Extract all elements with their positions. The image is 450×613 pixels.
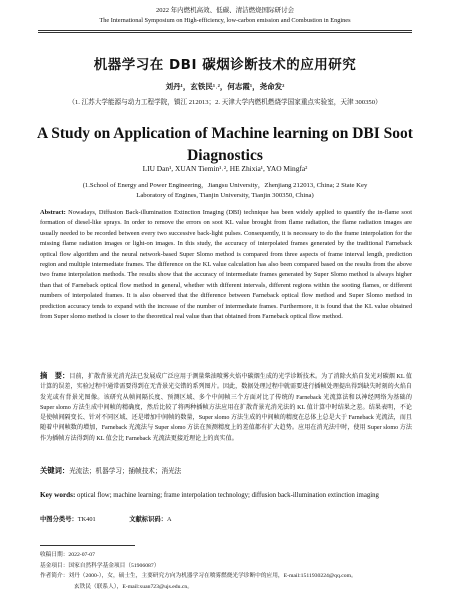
chinese-abstract-label: 摘 要： bbox=[40, 371, 70, 380]
english-affiliation: (1.School of Energy and Power Engineering，Jiangsu University，Zhenjiang 212013, China; 2 State Key Laboratory of Engines, Tianjin University, Tianjin 300350, China) bbox=[82, 182, 368, 199]
doc-value: A bbox=[166, 516, 172, 523]
chinese-keywords-label: 关键词： bbox=[40, 466, 70, 475]
abstract-text: Nowadays, Diffusion Back-illumination Extinction Imaging (DBI) technique has been widely applied to quantify the in-flame soot formation of diesel-like sprays. In order to remove the errors on soot KL value brought from flame radiation, the flame radiation images are usually needed to be recorded between every two successive back-light pulses. Consequently, it is necessary to do the frame interpolation for the missing flame radiation images or light-on images. In this study, the accuracy of interpolated frames generated by the traditional Farneback optical flow algorithm and the neural network-based Super Slomo method is compared from three aspects of frame interval length, prediction region and multiple intermediate frames. The difference on the KL value calculation has also been compared based on the results from the above two frame interpolation methods. The results show that the accuracy of intermediate frames generated by Super Slomo method is always higher than that of Farneback optical flow method in general, whether with different intervals, different regions within the sooting flames, or different numbers of interpolated frames. It is also observed that the difference between Farneback optical flow method and Super Slomo method in prediction accuracy tends to expand with the increase of the number of intermediate frames. Furthermore, it is found that the KL value obtained from Super slomo method is closer to the theoretical real value than that obtained from Farneback optical flow method. bbox=[40, 209, 412, 321]
english-authors: LIU Dan¹, XUAN Tiemin¹˒², HE Zhixia¹, YAO Mingfa² bbox=[142, 164, 308, 173]
english-abstract bbox=[40, 208, 412, 322]
english-keywords-label: Key words: bbox=[40, 491, 76, 499]
clc-label: 中图分类号： bbox=[40, 516, 78, 523]
chinese-title: 机器学习在 DBI 碳烟诊断技术的应用研究 bbox=[93, 57, 357, 73]
classification-codes bbox=[40, 514, 412, 523]
header-chinese: 2022 年内燃机高效、低碳、清洁燃烧国际研讨会 bbox=[155, 7, 295, 14]
chinese-abstract bbox=[40, 371, 412, 444]
conference-header bbox=[40, 6, 410, 26]
header-rule bbox=[38, 30, 412, 31]
chinese-authors: 刘丹¹，玄铁民¹˒²，何志霞¹，尧命发² bbox=[165, 82, 285, 91]
received-date: 收稿日期：2022-07-07 bbox=[40, 552, 95, 558]
footnotes bbox=[40, 550, 415, 592]
doc-label: 文献标识码： bbox=[129, 516, 167, 523]
english-keywords-text: optical flow; machine learning; frame interpolation technology; diffusion back-illumination extinction imaging bbox=[77, 492, 379, 499]
fund-project: 基金项目：国家自然科学基金项目（51906087） bbox=[40, 562, 160, 569]
footnote-rule bbox=[40, 545, 135, 546]
document-code bbox=[129, 514, 171, 523]
clc-value: TK401 bbox=[77, 516, 96, 523]
clc-code bbox=[40, 514, 96, 523]
header-english: The International Symposium on High-efficiency, low-carbon emission and Combustion in Engines bbox=[99, 17, 351, 24]
header-rule-2 bbox=[38, 32, 412, 33]
english-keywords bbox=[40, 490, 412, 501]
abstract-label: Abstract: bbox=[40, 209, 66, 216]
chinese-keywords bbox=[40, 465, 412, 476]
corresponding-author: 玄铁民（联系人），E-mail:xuan723@ujs.edu.cn。 bbox=[74, 583, 193, 590]
chinese-affiliation: （1. 江苏大学能源与动力工程学院，镇江 212013；2. 天津大学内燃机燃烧学国家重点实验室，天津 300350） bbox=[68, 99, 382, 106]
chinese-abstract-text: 目前，扩散背景光消光法已发展成广泛应用于测量柴油喷雾火焰中碳烟生成的光学诊断技术。为了消除火焰自发光对碳烟 KL 值计算的误差，实验过程中通常需要得到在无背景光交错的系列图片。因此，数据处理过程中就需要进行插帧处理提出得到缺失时刻的火焰自发光或有背景光图像。该研究从帧间隔长度、预测区域、多个中间帧三个方面对比了传统的 Farneback 光流算法和以神经网络为基础的 Super slomo 方法生成中间帧的精确度，然后比较了将两种插帧方法应用在扩散背景光消光法的 KL 值计算中时结果之差。结果表明，不论是使帧间隔变长、针对不同区域、还是增加中间帧的数量，Super slomo 方法生成的中间帧的精度在总体上总是大于 Farneback 光流法，而且随着中间帧数的增加，Farneback 光流法与 Super slomo 方法在预测精度上的差值都有扩大趋势。应用在消光法中时，使用 Super slomo 方法作为插帧方法得到的 KL 值会比 Farneback 光流法更接近理论上的真实值。 bbox=[40, 374, 413, 442]
chinese-keywords-text: 光流法；机器学习；插帧技术；消光法 bbox=[69, 468, 182, 475]
english-title: A Study on Application of Machine learning on DBI Soot Diagnostics bbox=[37, 125, 413, 164]
author-bio: 作者简介：刘丹（2000-），女，硕士生，主要研究方向为机器学习在喷雾燃烧光学诊断中的应用，E-mail:1511930224@qq.com。 bbox=[40, 573, 357, 580]
